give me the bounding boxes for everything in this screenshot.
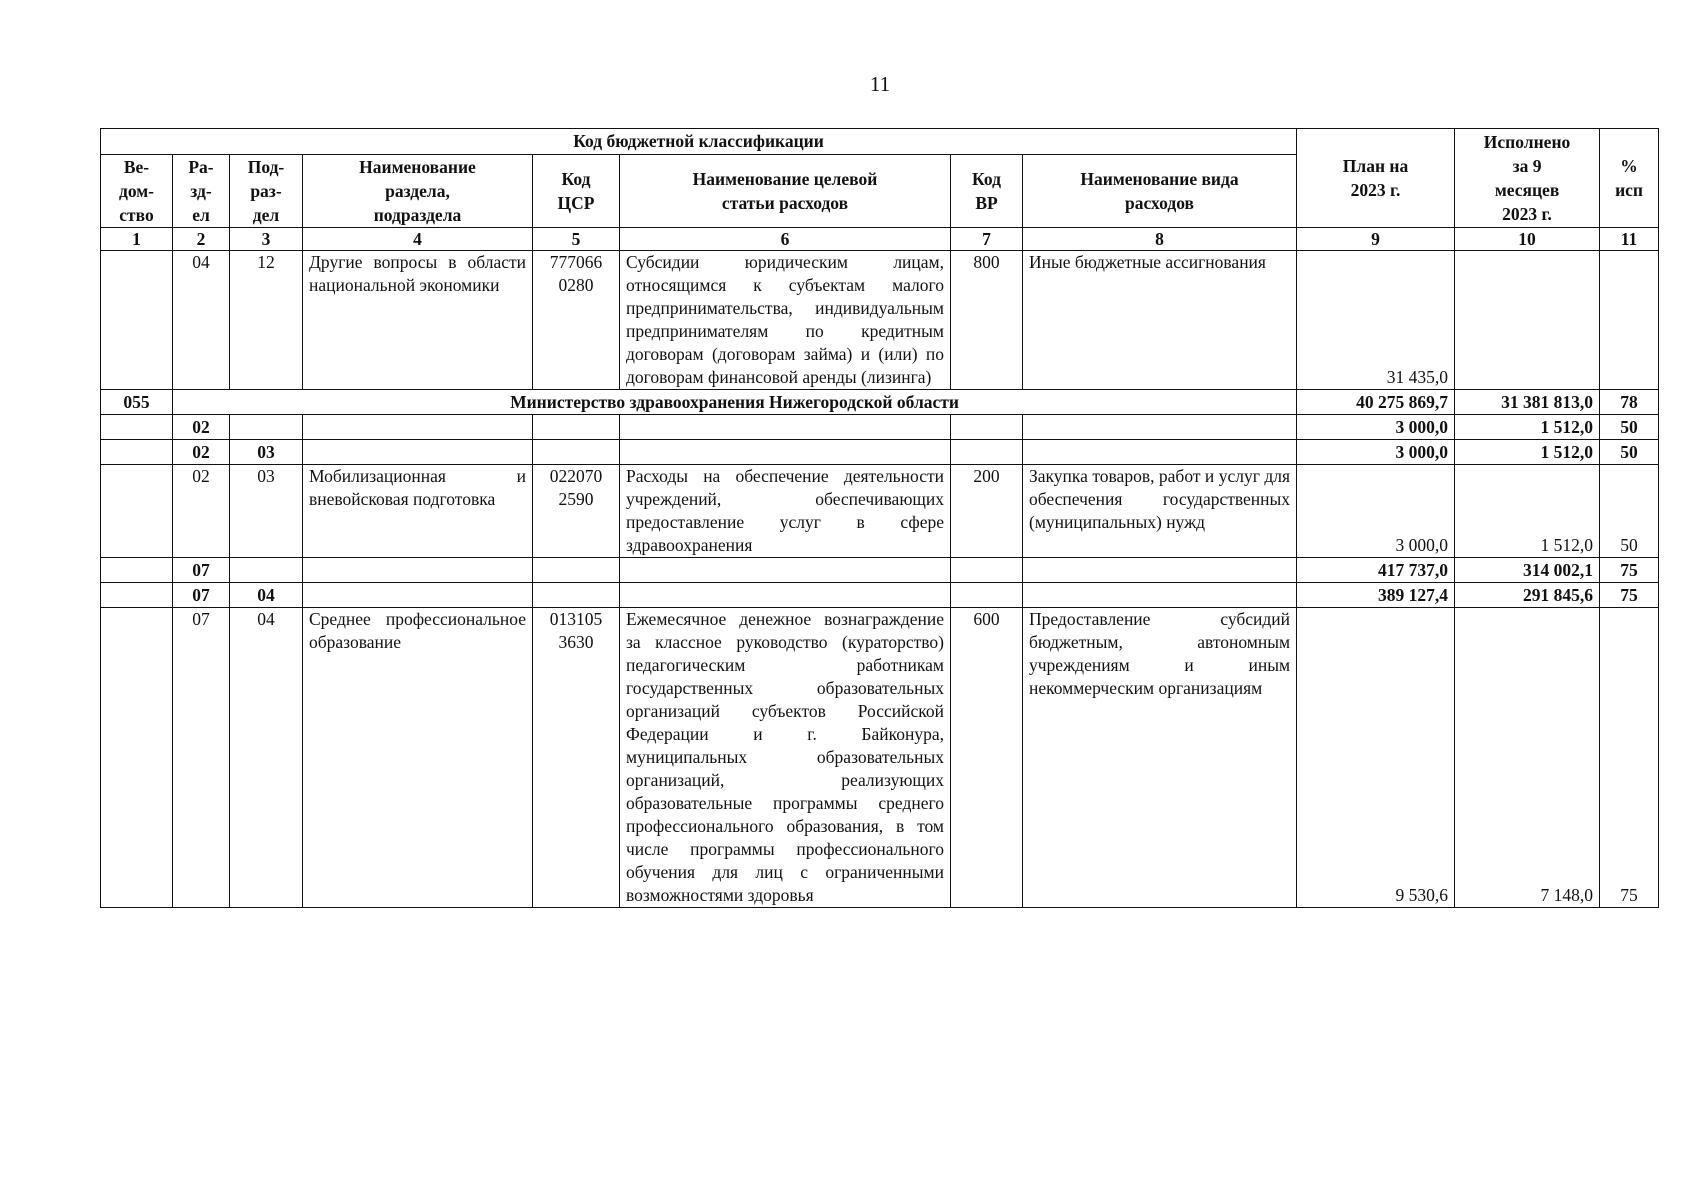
target-name-cell: Расходы на обеспечение деятельности учреждений, обеспечивающих предоставление услуг в сфере здравоохранения [620, 465, 951, 558]
column-number: 9 [1297, 228, 1455, 251]
vedomstvo-cell [101, 583, 173, 608]
section-name-cell: Мобилизационная и вневойсковая подготовка [303, 465, 533, 558]
vedomstvo-cell [101, 465, 173, 558]
podrazdel-cell: 12 [230, 251, 303, 390]
podrazdel-cell [230, 558, 303, 583]
executed-cell: 7 148,0 [1455, 608, 1600, 908]
target-name-cell [620, 583, 951, 608]
column-number: 11 [1600, 228, 1659, 251]
csr-cell: 022070 2590 [533, 465, 620, 558]
podrazdel-cell: 04 [230, 608, 303, 908]
column-number: 2 [173, 228, 230, 251]
section-name-cell [303, 558, 533, 583]
section-name-cell: Другие вопросы в области национальной экономики [303, 251, 533, 390]
plan-cell: 40 275 869,7 [1297, 390, 1455, 415]
podrazdel-cell: 04 [230, 583, 303, 608]
vedomstvo-cell [101, 558, 173, 583]
vr-name-cell: Иные бюджетные ассигнования [1023, 251, 1297, 390]
plan-cell: 9 530,6 [1297, 608, 1455, 908]
vedomstvo-cell [101, 608, 173, 908]
vr-name-cell [1023, 415, 1297, 440]
plan-cell: 417 737,0 [1297, 558, 1455, 583]
vr-name-header: Наименование вида расходов [1023, 155, 1297, 228]
percent-cell: 78 [1600, 390, 1659, 415]
target-name-header: Наименование целевой статьи расходов [620, 155, 951, 228]
vr-name-cell: Предоставление субсидий бюджетным, автономным учреждениям и иным некоммерческим организациям [1023, 608, 1297, 908]
section-name-cell [303, 583, 533, 608]
podrazdel-cell: 03 [230, 465, 303, 558]
csr-cell [533, 583, 620, 608]
target-name-cell [620, 440, 951, 465]
table-row [101, 251, 1659, 390]
column-number: 10 [1455, 228, 1600, 251]
budget-execution-table [100, 128, 1659, 908]
vedomstvo-header: Ве- дом- ство [101, 155, 173, 228]
percent-cell: 75 [1600, 608, 1659, 908]
column-number: 1 [101, 228, 173, 251]
vr-cell [951, 415, 1023, 440]
razdel-header: Ра- зд- ел [173, 155, 230, 228]
csr-cell [533, 440, 620, 465]
plan-cell: 3 000,0 [1297, 440, 1455, 465]
executed-cell: 314 002,1 [1455, 558, 1600, 583]
column-number: 7 [951, 228, 1023, 251]
vr-cell [951, 558, 1023, 583]
column-number: 4 [303, 228, 533, 251]
csr-cell [533, 415, 620, 440]
razdel-cell: 04 [173, 251, 230, 390]
percent-header: % исп [1600, 129, 1659, 228]
column-number: 8 [1023, 228, 1297, 251]
vedomstvo-cell: 055 [101, 390, 173, 415]
razdel-cell: 02 [173, 415, 230, 440]
razdel-cell: 07 [173, 583, 230, 608]
target-name-cell: Ежемесячное денежное вознаграждение за классное руководство (кураторство) педагогическим работникам государственных образовательных организаций субъектов Российской Федерации и г. Байконура, муниципальных образовательных организаций, реализующих образовательные программы среднего профессионального образования, в том числе программы профессионального обучения для лиц с ограниченными возможностями здоровья [620, 608, 951, 908]
percent-cell: 50 [1600, 440, 1659, 465]
vedomstvo-cell [101, 415, 173, 440]
razdel-cell: 02 [173, 440, 230, 465]
razdel-cell: 02 [173, 465, 230, 558]
executed-cell: 1 512,0 [1455, 415, 1600, 440]
vr-cell: 200 [951, 465, 1023, 558]
csr-cell [533, 558, 620, 583]
header-row-1 [101, 129, 1659, 155]
table-row [101, 465, 1659, 558]
podrazdel-cell [230, 415, 303, 440]
vr-header: Код ВР [951, 155, 1023, 228]
plan-cell: 3 000,0 [1297, 415, 1455, 440]
vr-name-cell [1023, 440, 1297, 465]
column-number: 5 [533, 228, 620, 251]
vr-cell [951, 583, 1023, 608]
ministry-name-cell: Министерство здравоохранения Нижегородской области [173, 390, 1297, 415]
section-name-cell: Среднее профессиональное образование [303, 608, 533, 908]
percent-cell [1600, 251, 1659, 390]
executed-cell: 291 845,6 [1455, 583, 1600, 608]
subsection-total-row [101, 440, 1659, 465]
percent-cell: 75 [1600, 583, 1659, 608]
razdel-cell: 07 [173, 558, 230, 583]
vr-name-cell [1023, 583, 1297, 608]
ministry-row [101, 390, 1659, 415]
csr-cell: 013105 3630 [533, 608, 620, 908]
executed-header: Исполнено за 9 месяцев 2023 г. [1455, 129, 1600, 228]
vr-name-cell: Закупка товаров, работ и услуг для обеспечения государственных (муниципальных) нужд [1023, 465, 1297, 558]
column-number: 6 [620, 228, 951, 251]
target-name-cell: Субсидии юридическим лицам, относящимся к субъектам малого предпринимательства, индивидуальным предпринимателям по кредитным договорам (договорам займа) и (или) по договорам финансовой аренды (лизинга) [620, 251, 951, 390]
executed-cell: 1 512,0 [1455, 465, 1600, 558]
target-name-cell [620, 415, 951, 440]
plan-cell: 31 435,0 [1297, 251, 1455, 390]
vedomstvo-cell [101, 440, 173, 465]
executed-cell [1455, 251, 1600, 390]
plan-cell: 3 000,0 [1297, 465, 1455, 558]
target-name-cell [620, 558, 951, 583]
executed-cell: 1 512,0 [1455, 440, 1600, 465]
subsection-total-row [101, 583, 1659, 608]
csr-cell: 777066 0280 [533, 251, 620, 390]
section-name-header: Наименование раздела, подраздела [303, 155, 533, 228]
csr-header: Код ЦСР [533, 155, 620, 228]
column-numbers-row [101, 228, 1659, 251]
executed-cell: 31 381 813,0 [1455, 390, 1600, 415]
vedomstvo-cell [101, 251, 173, 390]
percent-cell: 75 [1600, 558, 1659, 583]
podrazdel-cell: 03 [230, 440, 303, 465]
table-row [101, 608, 1659, 908]
vr-cell [951, 440, 1023, 465]
plan-header: План на 2023 г. [1297, 129, 1455, 228]
razdel-cell: 07 [173, 608, 230, 908]
podrazdel-header: Под- раз- дел [230, 155, 303, 228]
vr-cell: 600 [951, 608, 1023, 908]
plan-cell: 389 127,4 [1297, 583, 1455, 608]
column-number: 3 [230, 228, 303, 251]
percent-cell: 50 [1600, 465, 1659, 558]
section-total-row [101, 558, 1659, 583]
vr-cell: 800 [951, 251, 1023, 390]
section-total-row [101, 415, 1659, 440]
section-name-cell [303, 415, 533, 440]
page-number: 11 [869, 72, 891, 96]
percent-cell: 50 [1600, 415, 1659, 440]
budget-classification-header: Код бюджетной классификации [101, 129, 1297, 155]
vr-name-cell [1023, 558, 1297, 583]
section-name-cell [303, 440, 533, 465]
